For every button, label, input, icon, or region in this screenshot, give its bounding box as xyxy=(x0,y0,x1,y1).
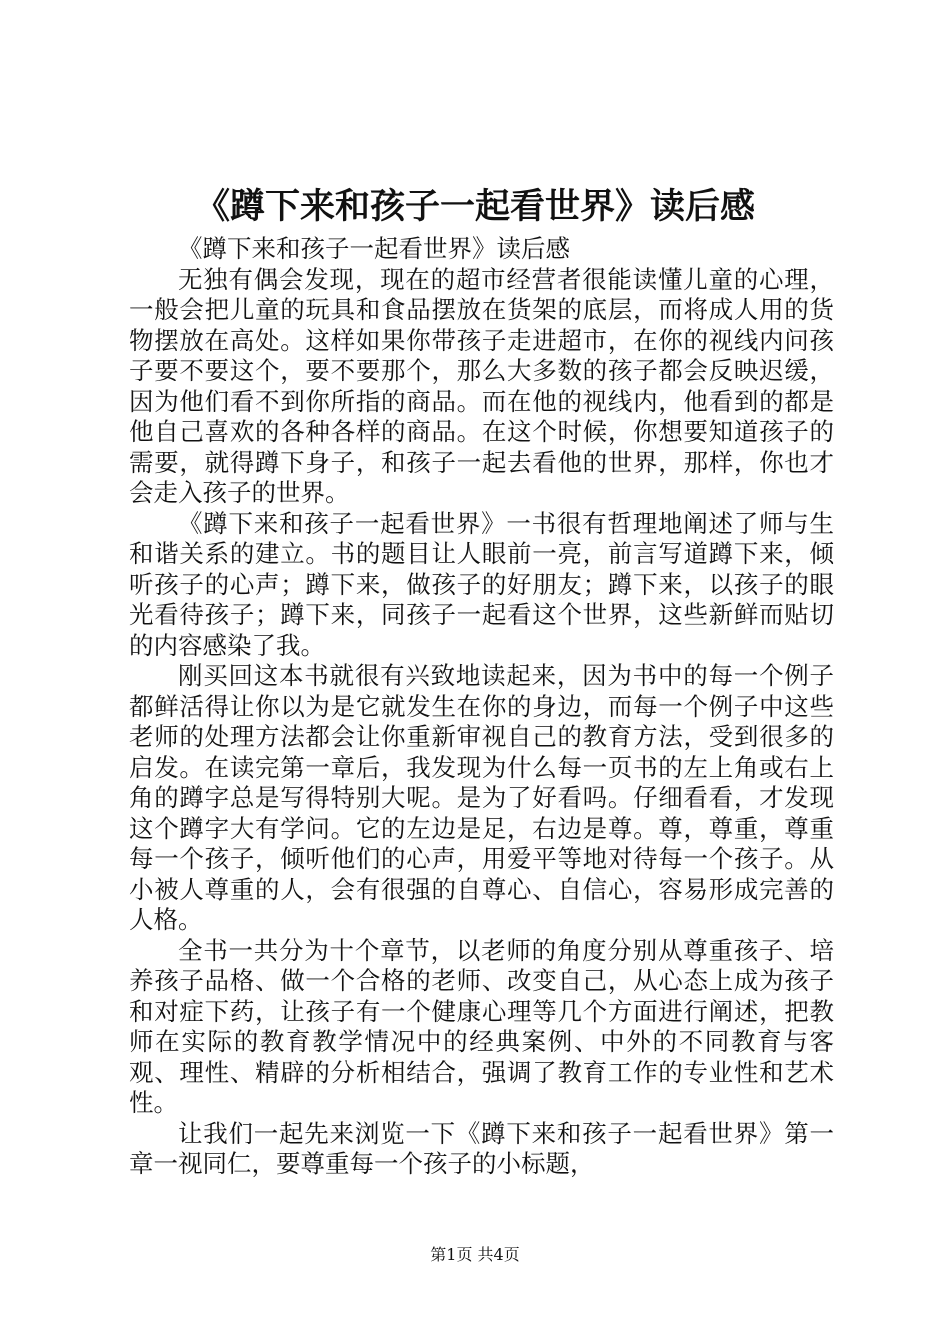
paragraph-supermarket: 无独有偶会发现，现在的超市经营者很能读懂儿童的心理，一般会把儿童的玩具和食品摆放在货架的底层，而将成人用的货物摆放在高处。这样如果你带孩子走进超市，在你的视线内问孩子要不要这个，要不要那个，那么大多数的孩子都会反映迟缓，因为他们看不到你所指的商品。而在他的视线内，他看到的都是他自己喜欢的各种各样的商品。在这个时候，你想要知道孩子的需要，就得蹲下身子，和孩子一起去看他的世界，那样，你也才会走入孩子的世界。 xyxy=(129,264,834,507)
page-number-footer: 第1页 共4页 xyxy=(430,1245,520,1264)
paragraph-reading: 刚买回这本书就很有兴致地读起来，因为书中的每一个例子都鲜活得让你以为是它就发生在你的身边，而每一个例子中这些老师的处理方法都会让你重新审视自己的教育方法，受到很多的启发。在读完第一章后，我发现为什么每一页书的左上角或右上角的蹲字总是写得特别大呢。是为了好看吗。仔细看看，才发现这个蹲字大有学问。它的左边是足，右边是尊。尊，尊重，尊重每一个孩子，倾听他们的心声，用爱平等地对待每一个孩子。从小被人尊重的人，会有很强的自尊心、自信心，容易形成完善的人格。 xyxy=(129,661,834,934)
document-body xyxy=(129,234,834,1180)
paragraph-book-intro: 《蹲下来和孩子一起看世界》一书很有哲理地阐述了师与生和谐关系的建立。书的题目让人眼前一亮，前言写道蹲下来，倾听孩子的心声；蹲下来，做孩子的好朋友；蹲下来，以孩子的眼光看待孩子；蹲下来，同孩子一起看这个世界，这些新鲜而贴切的内容感染了我。 xyxy=(129,508,834,660)
paragraph-first-chapter: 让我们一起先来浏览一下《蹲下来和孩子一起看世界》第一章一视同仁，要尊重每一个孩子的小标题， xyxy=(129,1118,834,1178)
paragraph-chapters: 全书一共分为十个章节，以老师的角度分别从尊重孩子、培养孩子品格、做一个合格的老师、改变自己，从心态上成为孩子和对症下药，让孩子有一个健康心理等几个方面进行阐述，把教师在实际的教育教学情况中的经典案例、中外的不同教育与客观、理性、精辟的分析相结合，强调了教育工作的专业性和艺术性。 xyxy=(129,935,834,1117)
paragraph-subtitle: 《蹲下来和孩子一起看世界》读后感 xyxy=(178,234,570,263)
document-title: 《蹲下来和孩子一起看世界》读后感 xyxy=(194,186,755,227)
